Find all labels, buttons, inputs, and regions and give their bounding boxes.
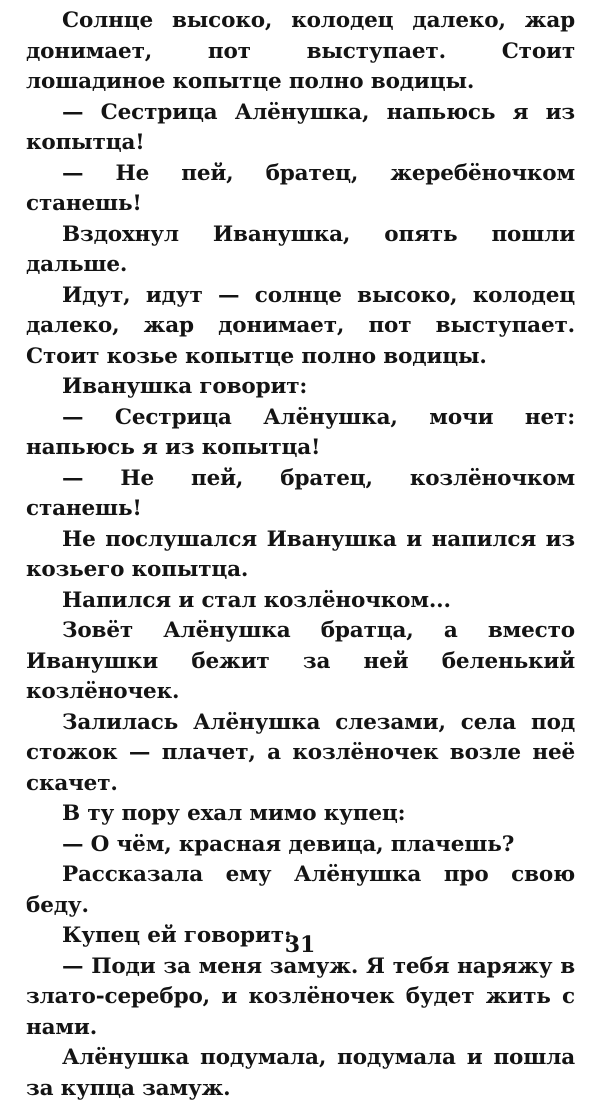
paragraph: Вздохнул Иванушка, опять пошли дальше. <box>26 221 575 277</box>
paragraph: Зовёт Алёнушка братца, а вместо Иванушки бежит за ней беленький козлёночек. <box>26 618 575 704</box>
paragraph: Купец ей говорит: <box>62 923 292 948</box>
paragraph: Идут, идут — солнце высоко, колодец далеко, жар донимает, пот выступает. Стоит козье копытце полно водицы. <box>26 282 575 369</box>
paragraph: Рассказала ему Алёнушка про свою беду. <box>26 862 575 918</box>
paragraph: — О чём, красная девица, плачешь? <box>62 831 515 857</box>
paragraph: — Сестрица Алёнушка, напьюсь я из копытца! <box>26 99 575 155</box>
page-number: 31 <box>284 932 316 958</box>
paragraph: Иванушка говорит: <box>62 374 308 399</box>
paragraph: Напился и стал козлёночком... <box>62 587 451 613</box>
paragraph: Не послушался Иванушка и напился из козьего копытца. <box>26 526 575 582</box>
paragraph: — Сестрица Алёнушка, мочи нет: напьюсь я из копытца! <box>26 404 575 460</box>
paragraph: В ту пору ехал мимо купец: <box>62 801 406 826</box>
paragraph: — Не пей, братец, жеребёночком станешь! <box>26 160 575 216</box>
paragraph: Солнце высоко, колодец далеко, жар донимает, пот выступает. Стоит лошадиное копытце полно водицы. <box>26 8 575 94</box>
paragraph: Залилась Алёнушка слезами, села под стожок — плачет, а козлёночек возле неё скачет. <box>26 709 575 796</box>
paragraph: Алёнушка подумала, подумала и пошла за купца замуж. <box>26 1045 575 1101</box>
paragraph: — Не пей, братец, козлёночком станешь! <box>26 465 575 521</box>
paragraph: — Поди за меня замуж. Я тебя наряжу в злато-серебро, и козлёночек будет жить с нами. <box>26 953 575 1040</box>
